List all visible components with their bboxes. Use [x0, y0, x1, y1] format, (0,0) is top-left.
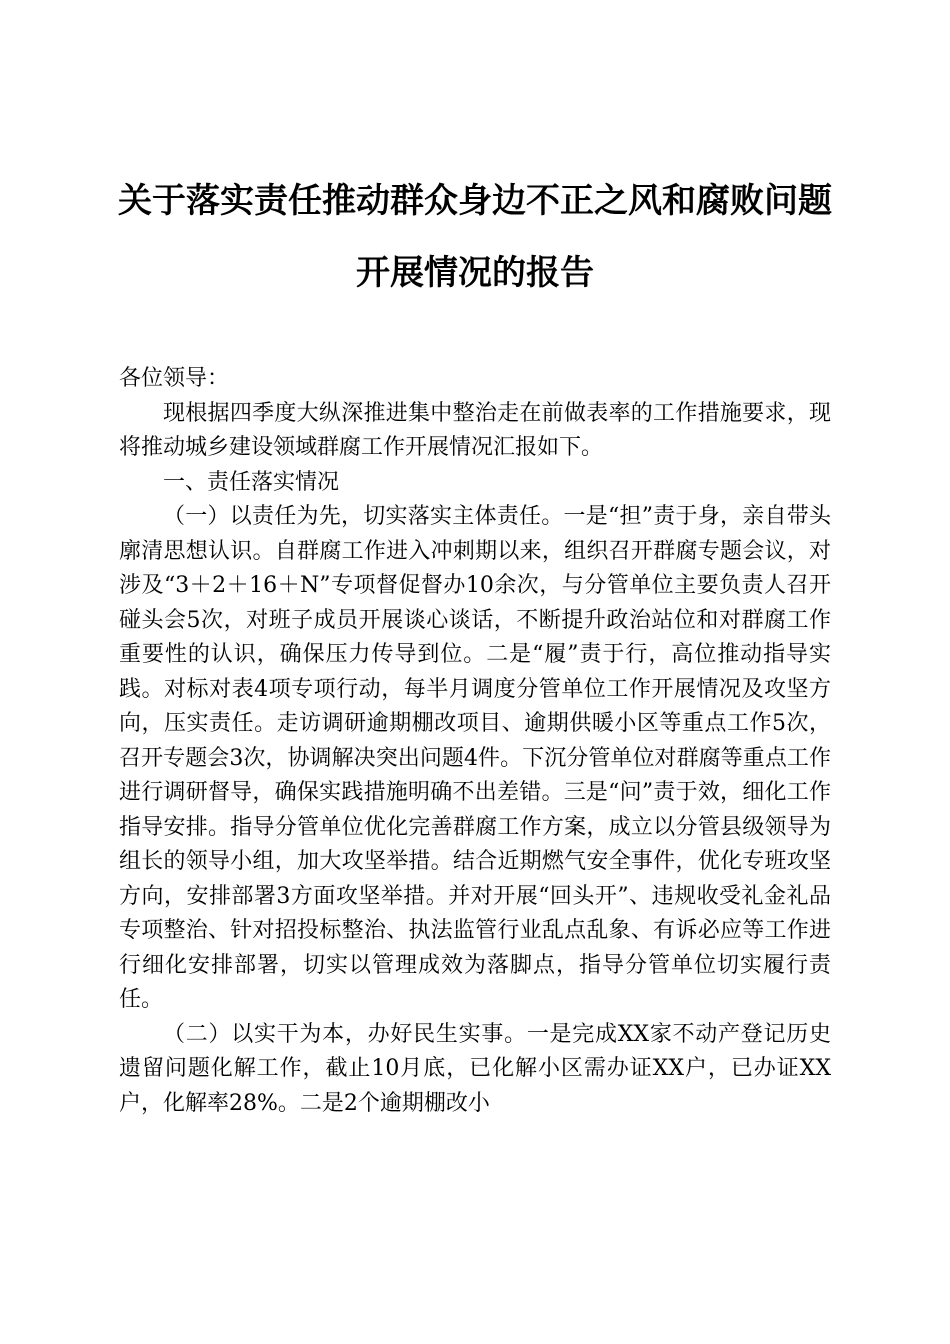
body-paragraph-2: （二）以实干为本，办好民生实事。一是完成XX家不动产登记历史遗留问题化解工作，截止10月底，已化解小区需办证XX户，已办证XX户，化解率28%。二是2个逾期棚改小	[119, 1021, 831, 1116]
section-heading: 一、责任落实情况	[163, 469, 340, 495]
document-body	[119, 362, 831, 1121]
document-title: 关于落实责任推动群众身边不正之风和腐败问题开展情况的报告	[118, 181, 832, 293]
salutation: 各位领导：	[119, 366, 230, 391]
body-paragraph-1: （一）以责任为先，切实落实主体责任。一是“担”责于身，亲自带头廓清思想认识。自群腐工作进入冲刺期以来，组织召开群腐专题会议，对涉及“3＋2＋16＋N”专项督促督办10余次，与分管单位主要负责人召开碰头会5次，对班子成员开展谈心谈话，不断提升政治站位和对群腐工作重要性的认识，确保压力传导到位。二是“履”责于行，高位推动指导实践。对标对表4项专项行动，每半月调度分管单位工作开展情况及攻坚方向，压实责任。走访调研逾期棚改项目、逾期供暖小区等重点工作5次，召开专题会3次，协调解决突出问题4件。下沉分管单位对群腐等重点工作进行调研督导，确保实践措施明确不出差错。三是“问”责于效，细化工作指导安排。指导分管单位优化完善群腐工作方案，成立以分管县级领导为组长的领导小组，加大攻坚举措。结合近期燃气安全事件，优化专班攻坚方向，安排部署3方面攻坚举措。并对开展“回头开”、违规收受礼金礼品专项整治、针对招投标整治、执法监管行业乱点乱象、有诉必应等工作进行细化安排部署，切实以管理成效为落脚点，指导分管单位切实履行责任。	[119, 504, 831, 1012]
intro-paragraph: 现根据四季度大纵深推进集中整治走在前做表率的工作措施要求，现将推动城乡建设领域群腐工作开展情况汇报如下。	[119, 400, 831, 460]
